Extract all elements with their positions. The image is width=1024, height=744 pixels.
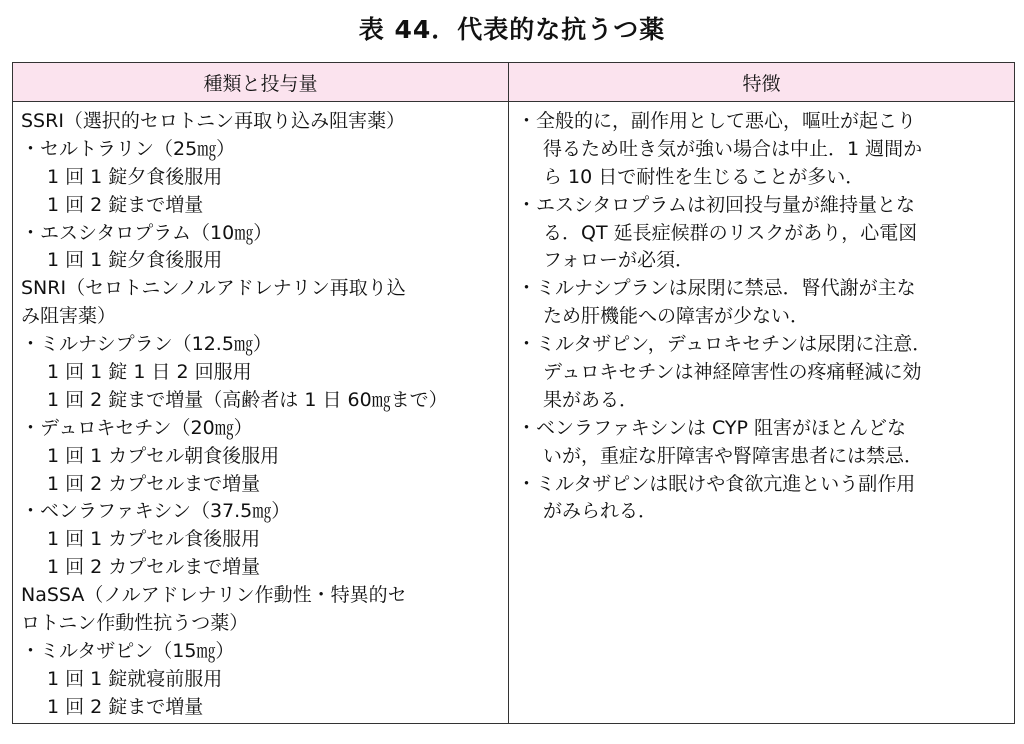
feature-line: ・全般的に，副作用として悪心，嘔吐が起こり [517, 110, 917, 132]
column-header-features: 特徴 [509, 63, 1015, 102]
feature-line: ・ミルナシプランは尿閉に禁忌．腎代謝が主な [517, 277, 916, 300]
feature-line: 果がある． [543, 388, 639, 411]
dosage-line: 1 回 2 錠まで増量（高齢者は 1 日 60㎎まで） [47, 388, 448, 411]
feature-line: 得るため吐き気が強い場合は中止．1 週間か [543, 137, 923, 160]
dosage-line: ・セルトラリン（25㎎） [21, 137, 236, 160]
table-title: 表 44．代表的な抗うつ薬 [358, 15, 666, 44]
dosage-line: 1 回 2 カプセルまで増量 [47, 472, 261, 495]
dosage-line: NaSSA（ノルアドレナリン作動性・特異的セ [21, 584, 407, 607]
dosage-line: ロトニン作動性抗うつ薬） [21, 612, 249, 635]
dosage-line: ・ベンラファキシン（37.5㎎） [21, 500, 291, 523]
dosage-line: 1 回 2 カプセルまで増量 [47, 556, 261, 579]
dosage-line: ・ミルタザピン（15㎎） [21, 639, 235, 662]
feature-line: ため肝機能への障害が少ない． [543, 305, 810, 328]
features-cell [509, 102, 1015, 724]
dosage-line: 1 回 1 カプセル朝食後服用 [47, 444, 280, 467]
dosage-line: 1 回 1 錠 1 日 2 回服用 [47, 361, 252, 384]
dosage-line: SNRI（セロトニンノルアドレナリン再取り込 [21, 277, 406, 300]
table-header-row [13, 63, 1015, 102]
dosage-line: 1 回 1 カプセル食後服用 [47, 528, 261, 551]
type-dosage-cell [13, 102, 509, 724]
feature-line: フォローが必須． [543, 249, 695, 272]
feature-line: ・エスシタロプラムは初回投与量が維持量とな [517, 193, 916, 216]
dosage-line: ・デュロキセチン（20㎎） [21, 416, 253, 439]
dosage-line: 1 回 1 錠夕食後服用 [47, 165, 223, 188]
feature-line: ・ミルタザピンは眠けや食欲亢進という副作用 [517, 472, 916, 495]
feature-line: ・ベンラファキシンは CYP 阻害がほとんどな [517, 416, 907, 439]
dosage-line: SSRI（選択的セロトニン再取り込み阻害薬） [21, 110, 406, 132]
feature-line: る．QT 延長症候群のリスクがあり，心電図 [543, 221, 918, 244]
dosage-line: 1 回 2 錠まで増量 [47, 193, 204, 216]
dosage-line: 1 回 1 錠夕食後服用 [47, 249, 223, 272]
dosage-line: み阻害薬） [21, 305, 117, 328]
table-row [13, 102, 1015, 724]
feature-line: ・ミルタザピン，デュロキセチンは尿閉に注意． [517, 333, 932, 356]
dosage-line: ・ミルナシプラン（12.5㎎） [21, 333, 272, 356]
antidepressant-table [12, 62, 1015, 724]
column-header-type-dosage: 種類と投与量 [13, 63, 509, 102]
dosage-line: 1 回 1 錠就寝前服用 [47, 667, 223, 690]
feature-line: いが，重症な肝障害や腎障害患者には禁忌． [543, 444, 924, 467]
dosage-line: 1 回 2 錠まで増量 [47, 695, 204, 718]
dosage-line: ・エスシタロプラム（10㎎） [21, 221, 273, 244]
feature-line: デュロキセチンは神経障害性の疼痛軽減に効 [543, 361, 922, 384]
feature-line: がみられる． [543, 500, 658, 523]
feature-line: ら 10 日で耐性を生じることが多い． [543, 165, 865, 188]
